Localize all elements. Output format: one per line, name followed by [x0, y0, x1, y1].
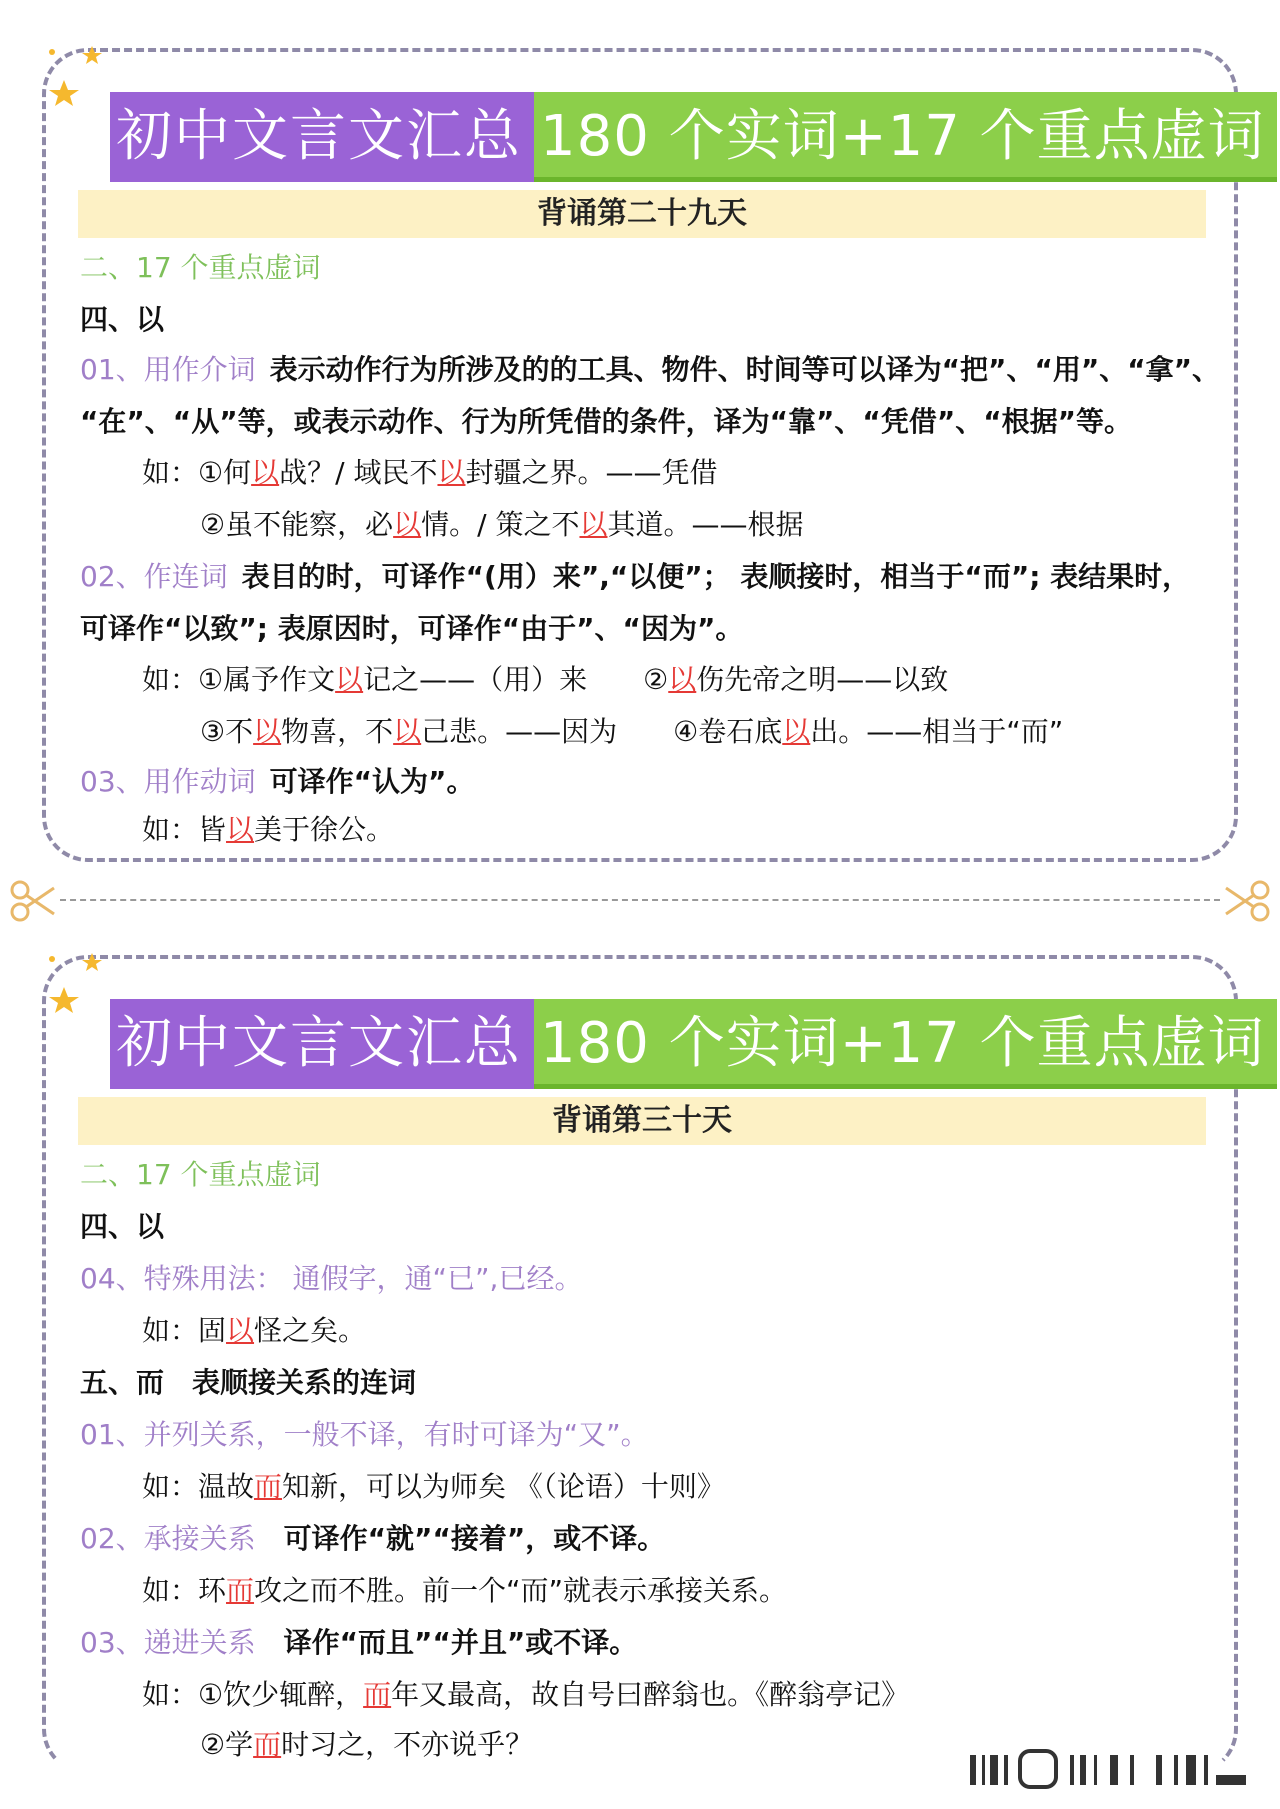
er-usage-2 [80, 1519, 665, 1559]
title-banner [110, 92, 1277, 182]
highlight-word: 而 [253, 1728, 282, 1761]
title-banner [110, 999, 1277, 1089]
usage-text: 可译作“认为”。 [269, 765, 475, 798]
highlight-word: 以 [226, 1314, 255, 1347]
highlight-word: 以 [668, 663, 697, 696]
study-card-day-30 [42, 955, 1265, 1775]
er-usage-3 [80, 1623, 637, 1663]
day-heading: 背诵第三十天 [78, 1097, 1206, 1145]
usage-2-cont: 可译作“以致”; 表原因时，可译作“由于”、“因为”。 [80, 612, 744, 645]
highlight-word: 以 [782, 715, 811, 748]
usage-label: 01、用作介词 [80, 353, 256, 386]
highlight-word: 以 [393, 715, 422, 748]
highlight-word: 以 [251, 456, 280, 489]
example-line: 如：环而攻之而不胜。前一个“而”就表示承接关系。 [142, 1574, 788, 1607]
title-right: 180 个实词+17 个重点虚词 [534, 92, 1277, 182]
word-heading: 四、以 [80, 1210, 165, 1243]
example-line: 如：固以怪之矣。 [142, 1314, 367, 1347]
usage-label: 02、承接关系 [80, 1522, 256, 1555]
usage-text: 表示动作行为所涉及的的工具、物件、时间等可以译为“把”、“用”、“拿”、 [269, 353, 1221, 386]
highlight-word: 以 [335, 663, 364, 696]
usage-label: 02、作连词 [80, 560, 228, 593]
usage-4: 04、特殊用法： 通假字，通“已”,已经。 [80, 1262, 583, 1295]
example-line: 如：皆以美于徐公。 [142, 813, 395, 846]
usage-text: 表目的时，可译作“(用）来”,“以便”； 表顺接时，相当于“而”; 表结果时， [241, 560, 1191, 593]
highlight-word: 以 [393, 508, 422, 541]
usage-1-cont: “在”、“从”等，或表示动作、行为所凭借的条件，译为“靠”、“凭借”、“根据”等。 [80, 405, 1133, 438]
highlight-word: 以 [437, 456, 466, 489]
word-heading: 四、以 [80, 303, 165, 336]
title-right: 180 个实词+17 个重点虚词 [534, 999, 1277, 1089]
er-usage-1: 01、并列关系，一般不译，有时可译为“又”。 [80, 1418, 649, 1451]
highlight-word: 而 [254, 1470, 283, 1503]
highlight-word: 而 [363, 1678, 392, 1711]
example-line: 如：①属予作文以记之——（用）来 ②以伤先帝之明——以致 [142, 663, 949, 696]
day-heading: 背诵第二十九天 [78, 190, 1206, 238]
example-line: 如：温故而知新，可以为师矣 《（论语）十则》 [142, 1470, 725, 1503]
example-line: ③不以物喜，不以己悲。——因为 ④卷石底以出。——相当于“而” [200, 715, 1064, 748]
highlight-word: 以 [226, 813, 255, 846]
example-line: ②虽不能察，必以情。/ 策之不以其道。——根据 [200, 508, 804, 541]
word-heading-2: 五、而 表顺接关系的连词 [80, 1366, 417, 1399]
example-line: 如：①何以战？/ 域民不以封疆之界。——凭借 [142, 456, 718, 489]
scissors-icon [8, 876, 58, 926]
example-line: ②学而时习之，不亦说乎？ [200, 1728, 534, 1761]
usage-3 [80, 762, 474, 802]
example-line: 如：①饮少辄醉，而年又最高，故自号曰醉翁也。《醉翁亭记》 [142, 1678, 910, 1711]
usage-2 [80, 557, 1190, 597]
usage-label: 03、用作动词 [80, 765, 256, 798]
section-heading: 二、17 个重点虚词 [80, 1158, 321, 1191]
watermark-bars [960, 1745, 1260, 1795]
study-card-day-29 [42, 48, 1265, 862]
highlight-word: 以 [253, 715, 282, 748]
title-left: 初中文言文汇总 [110, 999, 534, 1089]
section-heading: 二、17 个重点虚词 [80, 251, 321, 284]
title-left: 初中文言文汇总 [110, 92, 534, 182]
highlight-word: 以 [579, 508, 608, 541]
scissors-icon [1222, 876, 1272, 926]
usage-1 [80, 350, 1220, 390]
usage-text: 译作“而且”“并且”或不译。 [283, 1626, 638, 1659]
cut-line [60, 899, 1220, 901]
highlight-word: 而 [226, 1574, 255, 1607]
usage-label: 03、递进关系 [80, 1626, 256, 1659]
usage-text: 可译作“就”“接着”，或不译。 [283, 1522, 666, 1555]
